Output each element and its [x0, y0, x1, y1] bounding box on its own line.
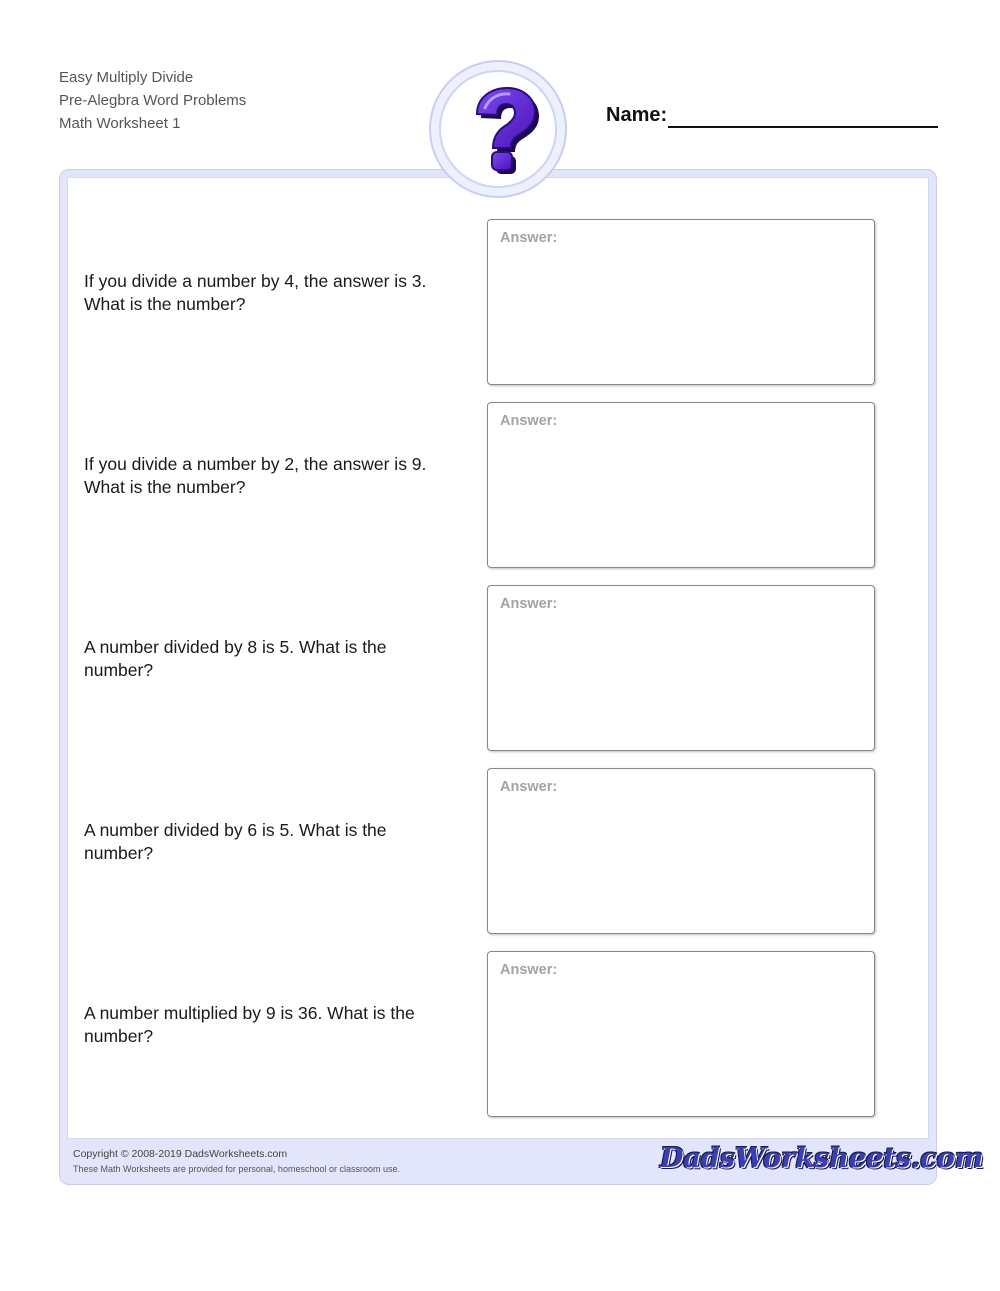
answer-box-4[interactable] — [487, 768, 875, 934]
answer-box-2[interactable] — [487, 402, 875, 568]
name-label: Name: — [606, 104, 668, 126]
footer-usage-note: These Math Worksheets are provided for personal, homeschool or classroom use. — [73, 1164, 400, 1174]
name-underline[interactable] — [668, 126, 938, 128]
answer-box-1[interactable] — [487, 219, 875, 385]
problem-5-text: A number multiplied by 9 is 36. What is the number? — [84, 1003, 415, 1046]
answer-box-5[interactable] — [487, 951, 875, 1117]
answer-label: Answer: — [500, 413, 558, 429]
answer-label: Answer: — [500, 230, 558, 246]
question-badge — [429, 60, 567, 198]
problem-2-text: If you divide a number by 2, the answer is 9. What is the number? — [84, 454, 427, 497]
problem-4-text: A number divided by 6 is 5. What is the number? — [84, 820, 387, 863]
worksheet-title-block — [59, 66, 246, 135]
answer-label: Answer: — [500, 779, 558, 795]
footer-copyright: Copyright © 2008-2019 DadsWorksheets.com — [73, 1148, 288, 1160]
dadsworksheets-logo: DadsWorksheets.com — [660, 1143, 984, 1174]
problem-3-text: A number divided by 8 is 5. What is the number? — [84, 637, 387, 680]
worksheet-title-line-3: Math Worksheet 1 — [59, 115, 181, 132]
worksheet-title-line-1: Easy Multiply Divide — [59, 69, 194, 86]
worksheet-title-line-2: Pre-Alegbra Word Problems — [59, 92, 247, 109]
answer-label: Answer: — [500, 962, 558, 978]
answer-box-3[interactable] — [487, 585, 875, 751]
answer-label: Answer: — [500, 596, 558, 612]
name-field — [606, 104, 667, 127]
problem-1-text: If you divide a number by 4, the answer is 3. What is the number? — [84, 271, 427, 314]
question-mark-icon — [459, 84, 541, 180]
